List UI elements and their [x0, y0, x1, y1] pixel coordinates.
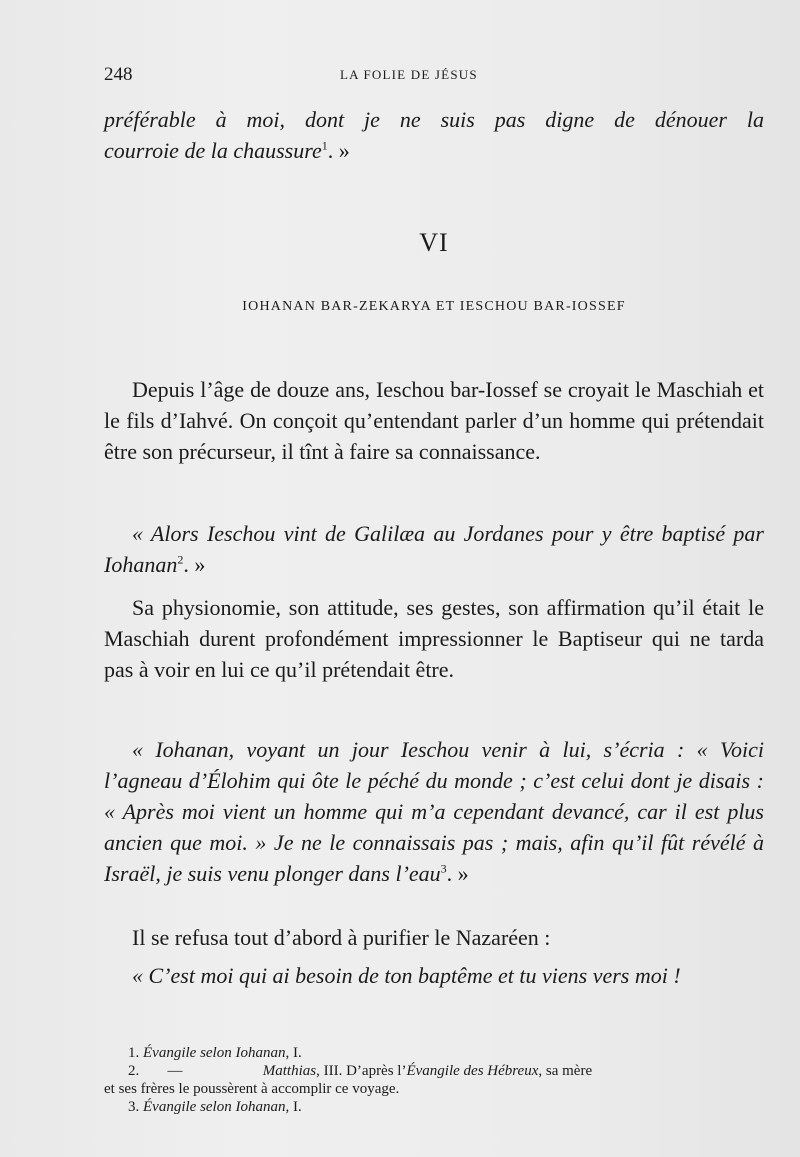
- footnote-2-line-2: et ses frères le poussèrent à accomplir ce voyage.: [104, 1081, 400, 1097]
- quote-3: [104, 960, 764, 991]
- opening-line-2: [104, 135, 764, 166]
- footnote-1-source: Évangile selon Iohanan: [143, 1045, 286, 1061]
- footnote-2-source-2: Évangile des Hébreux: [406, 1063, 539, 1079]
- opening-close: . »: [327, 138, 350, 163]
- footnote-2-dash: —: [167, 1063, 183, 1079]
- footnote-2-number: 2.: [128, 1063, 140, 1079]
- footnote-1-rest: , I.: [285, 1045, 302, 1061]
- running-title: LA FOLIE DE JÉSUS: [340, 67, 478, 82]
- footnote-1: [104, 1044, 764, 1062]
- chapter-title: IOHANAN BAR-ZEKARYA ET IESCHOU BAR-IOSSEF: [242, 299, 626, 314]
- page-number: 248: [104, 64, 133, 85]
- opening-fragment: [104, 104, 764, 166]
- footnotes: [104, 1044, 764, 1116]
- chapter-number: VI: [419, 228, 449, 257]
- paragraph-3: [104, 922, 764, 953]
- footnote-ref-1[interactable]: 1: [321, 138, 328, 153]
- footnote-2: [104, 1062, 764, 1080]
- paragraph-2: [104, 592, 764, 685]
- paragraph-1: [104, 374, 764, 467]
- quote-1-text: [104, 518, 764, 580]
- paragraph-1-text: Depuis l’âge de douze ans, Ieschou bar-Iossef se croyait le Maschiah et le fils d’Iahvé. On conçoit qu’entendant parler d’un homme qui prétendait être son précurseur, il tînt à faire sa connaissance.: [104, 377, 764, 464]
- quote-1: [104, 518, 764, 580]
- footnote-3-rest: , I.: [285, 1099, 302, 1115]
- quote-2-body: « Iohanan, voyant un jour Ieschou venir à lui, s’écria : « Voici l’agneau d’Élohim qui ôte le péché du monde ; c’est celui dont je disais : « Après moi vient un homme qui m’a cependant devancé, car il est plus ancien que moi. » Je ne le connaissais pas ; mais, afin qu’il fût révélé à Israël, je suis venu plonger dans l’eau: [104, 737, 764, 886]
- footnote-3-source: Évangile selon Iohanan: [143, 1099, 286, 1115]
- footnote-3: [104, 1098, 764, 1116]
- quote-3-text: « C’est moi qui ai besoin de ton baptême et tu viens vers moi !: [132, 963, 681, 988]
- footnote-2-rest-2: , sa mère: [538, 1063, 593, 1079]
- paragraph-2-text: Sa physionomie, son attitude, ses gestes, son affirmation qu’il était le Maschiah durent profondément impressionner le Baptiseur qui ne tarda pas à voir en lui ce qu’il prétendait être.: [104, 595, 764, 682]
- opening-line-2-text: courroie de la chaussure: [104, 138, 322, 163]
- running-head: [104, 64, 760, 88]
- quote-1-close: . »: [183, 552, 206, 577]
- paragraph-3-text: Il se refusa tout d’abord à purifier le Nazaréen :: [132, 925, 551, 950]
- footnote-2-rest: , III. D’après l’: [316, 1063, 407, 1079]
- footnote-ref-3[interactable]: 3: [440, 861, 447, 876]
- footnote-3-number: 3.: [128, 1099, 140, 1115]
- footnote-1-number: 1.: [128, 1045, 140, 1061]
- footnote-2-source: Matthias: [262, 1063, 317, 1079]
- opening-line-1: préférable à moi, dont je ne suis pas digne de dénouer la: [104, 107, 764, 132]
- footnote-ref-2[interactable]: 2: [177, 552, 184, 567]
- quote-1-body: « Alors Ieschou vint de Galilæa au Jordanes pour y être baptisé par Iohanan: [104, 521, 764, 577]
- quote-2-text: [104, 734, 764, 889]
- quote-2: [104, 734, 764, 889]
- quote-2-close: . »: [446, 861, 469, 886]
